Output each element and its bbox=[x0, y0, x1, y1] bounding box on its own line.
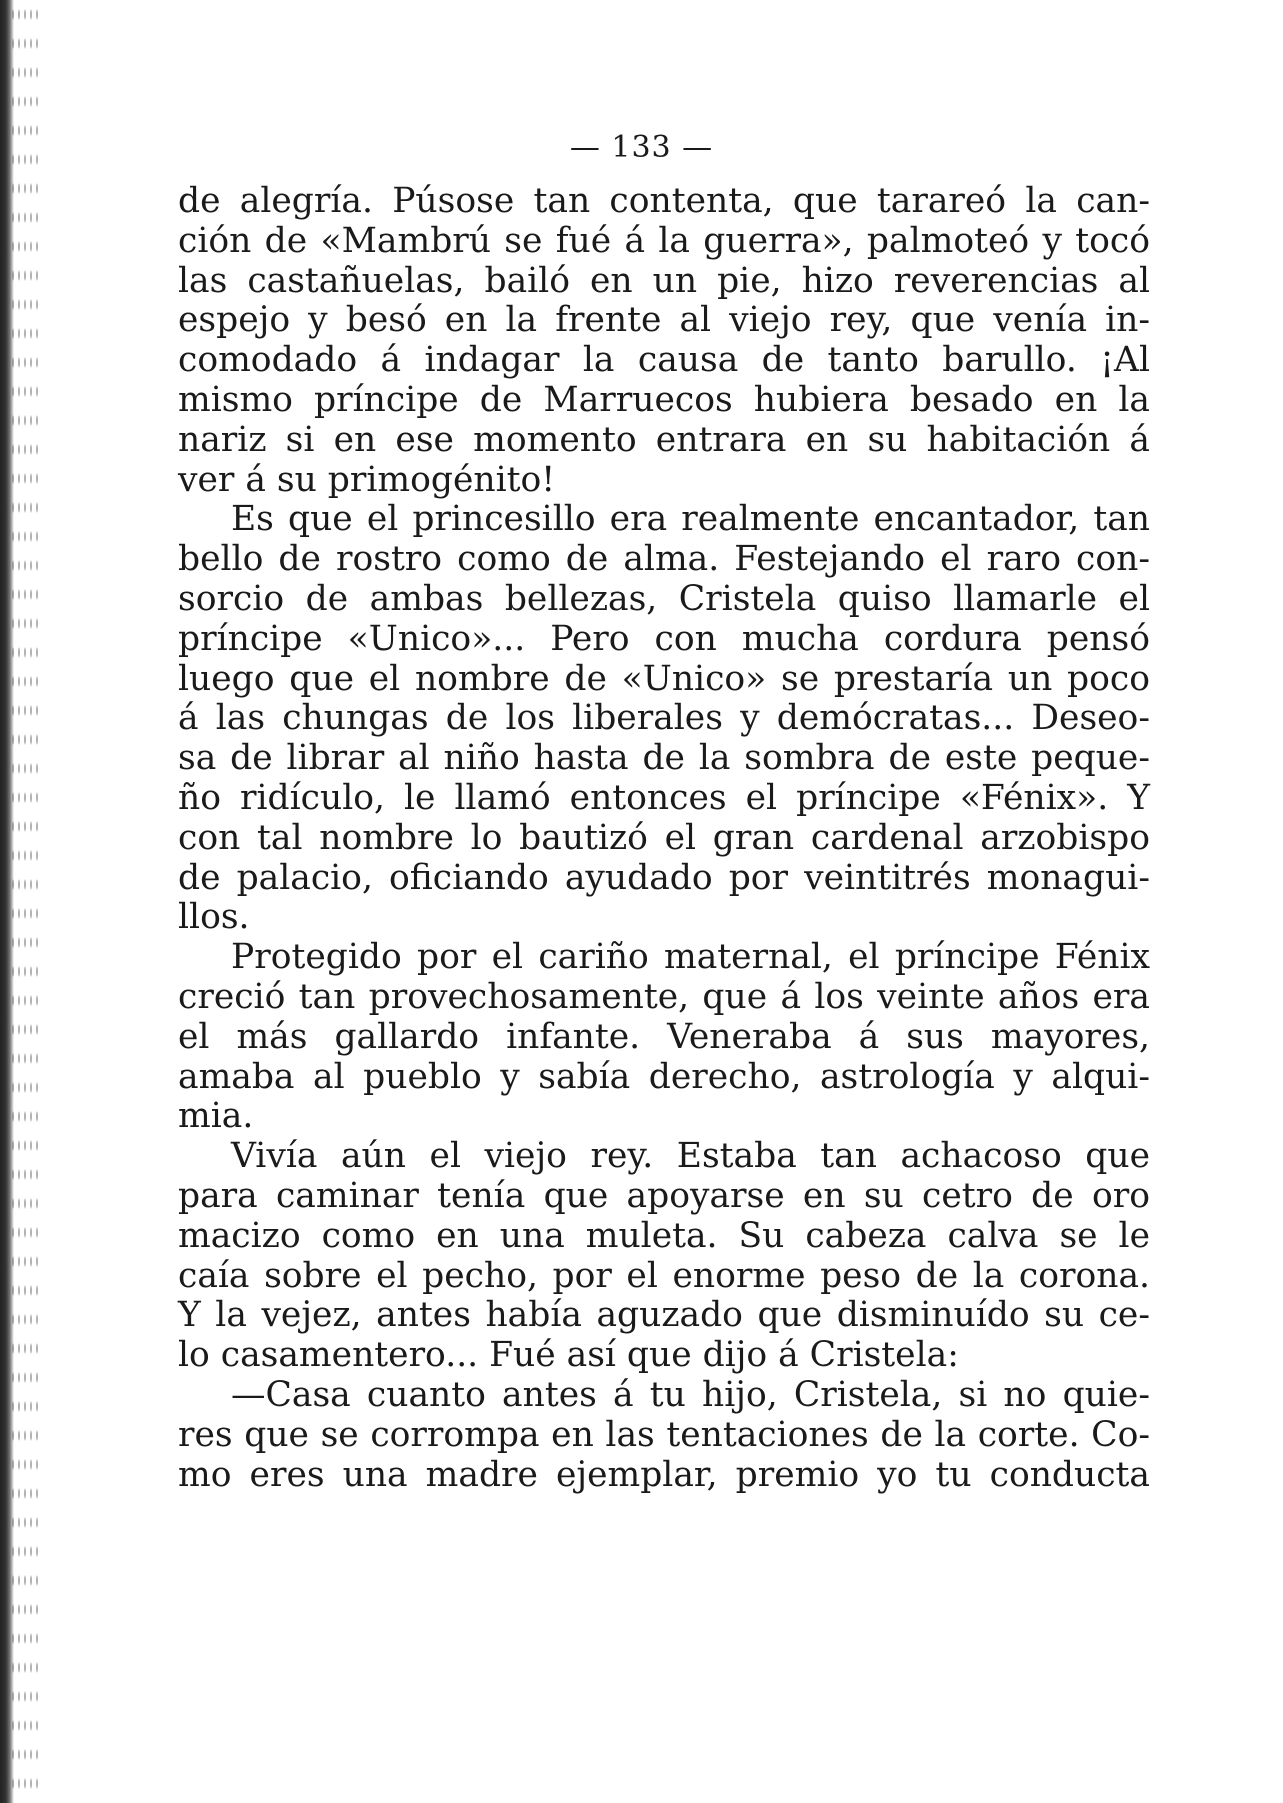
paragraph-line: espejo y besó en la frente al viejo rey, que venía in- bbox=[178, 300, 1150, 341]
paragraph-line: con tal nombre lo bautizó el gran cardenal arzobispo bbox=[178, 817, 1150, 858]
paragraph-line: llos. bbox=[178, 897, 250, 938]
paragraph-line: ción de «Mambrú se fué á la guerra», palmoteó y tocó bbox=[178, 220, 1150, 261]
paragraph-line: el más gallardo infante. Veneraba á sus mayores, bbox=[178, 1016, 1150, 1057]
paragraph-line: luego que el nombre de «Unico» se prestaría un poco bbox=[178, 658, 1150, 699]
page-binding-specks bbox=[10, 0, 40, 1803]
paragraph-line: lo casamentero... Fué así que dijo á Cristela: bbox=[178, 1335, 959, 1376]
paragraph-line: Y la vejez, antes había aguzado que disminuído su ce- bbox=[178, 1295, 1150, 1336]
paragraph-line: mo eres una madre ejemplar, premio yo tu conducta bbox=[178, 1454, 1150, 1495]
paragraph-line: sa de librar al niño hasta de la sombra de este peque- bbox=[178, 738, 1150, 779]
paragraph-line: de palacio, oficiando ayudado por veintitrés monagui- bbox=[178, 857, 1150, 898]
paragraph-line: nariz si en ese momento entrara en su habitación á bbox=[178, 419, 1150, 460]
paragraph-line: las castañuelas, bailó en un pie, hizo reverencias al bbox=[178, 260, 1150, 301]
paragraph-line: comodado á indagar la causa de tanto barullo. ¡Al bbox=[178, 340, 1150, 381]
paragraph-line: ver á su primogénito! bbox=[178, 459, 556, 500]
body-text bbox=[178, 182, 1150, 1495]
paragraph-line: macizo como en una muleta. Su cabeza calva se le bbox=[178, 1215, 1150, 1256]
paragraph-line: res que se corrompa en las tentaciones de la corte. Co- bbox=[178, 1414, 1150, 1455]
paragraph-line: ño ridículo, le llamó entonces el príncipe «Fénix». Y bbox=[178, 777, 1150, 818]
paragraph-line: sorcio de ambas bellezas, Cristela quiso llamarle el bbox=[178, 578, 1150, 619]
paragraph-line: á las chungas de los liberales y demócratas... Deseo- bbox=[178, 698, 1150, 739]
paragraph-line: mismo príncipe de Marruecos hubiera besado en la bbox=[178, 379, 1150, 420]
paragraph-first-line: de alegría. Púsose tan contenta, que tarareó la can- bbox=[178, 181, 1150, 221]
paragraph-first-line: Vivía aún el viejo rey. Estaba tan achacoso que bbox=[231, 1136, 1150, 1177]
paragraph-line: mia. bbox=[178, 1096, 254, 1137]
paragraph-line: para caminar tenía que apoyarse en su cetro de oro bbox=[178, 1175, 1150, 1216]
paragraph-line: creció tan provechosamente, que á los veinte años era bbox=[178, 976, 1150, 1017]
page-number: — 133 — bbox=[569, 130, 714, 165]
paragraph-first-line: Protegido por el cariño maternal, el príncipe Fénix bbox=[231, 937, 1150, 978]
paragraph-first-line: —Casa cuanto antes á tu hijo, Cristela, si no quie- bbox=[231, 1374, 1150, 1415]
paragraph-line: amaba al pueblo y sabía derecho, astrología y alqui- bbox=[178, 1056, 1150, 1097]
paragraph-line: príncipe «Unico»... Pero con mucha cordura pensó bbox=[178, 618, 1150, 659]
paragraph-first-line: Es que el princesillo era realmente encantador, tan bbox=[231, 499, 1150, 540]
paragraph-line: bello de rostro como de alma. Festejando el raro con- bbox=[178, 539, 1150, 580]
paragraph-line: caía sobre el pecho, por el enorme peso de la corona. bbox=[178, 1255, 1150, 1296]
